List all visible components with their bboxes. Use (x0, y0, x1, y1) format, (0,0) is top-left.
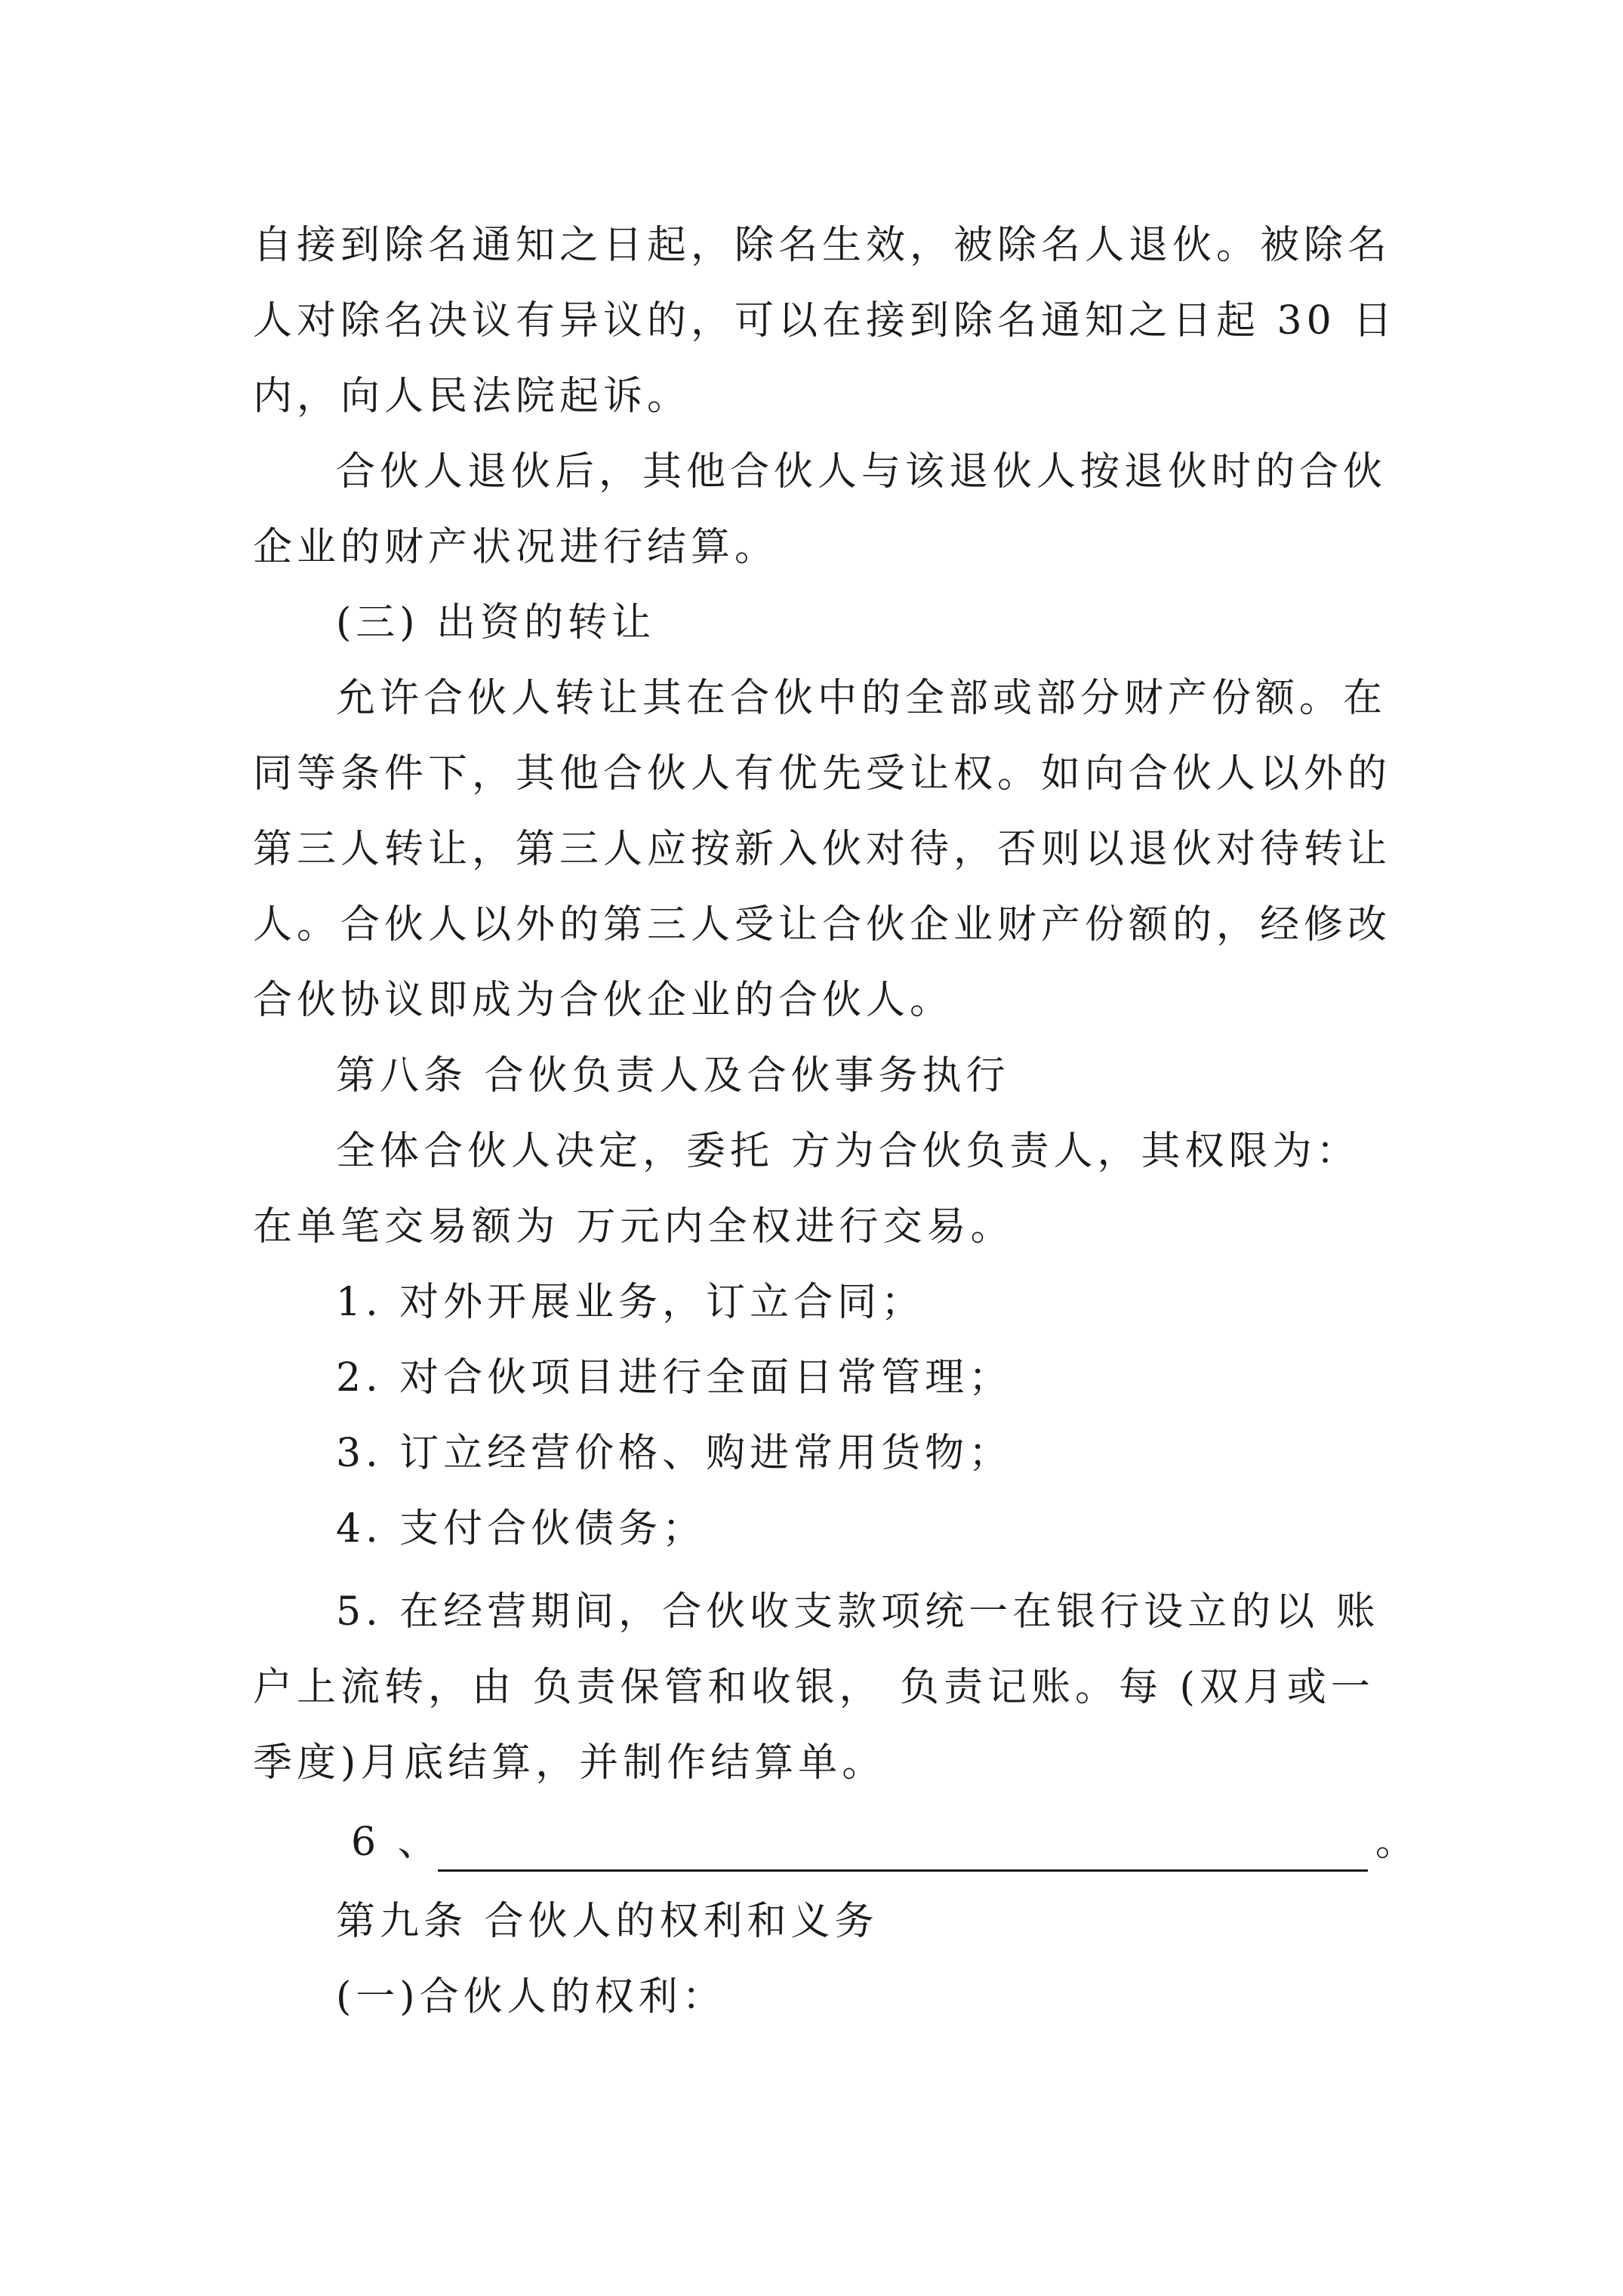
paragraph-line: 季度)月底结算，并制作结算单。 (253, 1740, 886, 1786)
list-item: 5. 在经营期间，合伙收支款项统一在银行设立的以 账 (336, 1589, 1380, 1635)
list-item: 2. 对合伙项目进行全面日常管理； (336, 1355, 1013, 1401)
paragraph-line: 同等条件下，其他合伙人有优先受让权。如向合伙人以外的 (253, 751, 1392, 797)
section-heading: (三) 出资的转让 (336, 600, 656, 646)
article-heading: 第九条 合伙人的权利和义务 (336, 1899, 879, 1944)
section-heading: (一)合伙人的权利： (336, 1974, 726, 2020)
paragraph-line: 内，向人民法院起诉。 (253, 374, 691, 419)
paragraph-line: 企业的财产状况进行结算。 (253, 525, 779, 570)
paragraph-line: 合伙协议即成为合伙企业的合伙人。 (253, 978, 954, 1023)
paragraph-line: 人。合伙人以外的第三人受让合伙企业财产份额的，经修改 (253, 902, 1392, 948)
paragraph-line: 户上流转，由 负责保管和收银， 负责记账。每 (双月或一 (253, 1665, 1375, 1710)
list-item: 3. 订立经营价格、购进常用货物； (336, 1431, 1013, 1476)
paragraph-line: 在单笔交易额为 万元内全权进行交易。 (253, 1204, 1015, 1250)
paragraph-line: 合伙人退伙后，其他合伙人与该退伙人按退伙时的合伙 (336, 449, 1387, 495)
list-item-number: 6 、 (351, 1820, 442, 1865)
article-heading: 第八条 合伙负责人及合伙事务执行 (336, 1053, 1010, 1099)
paragraph-line: 自接到除名通知之日起，除名生效，被除名人退伙。被除名 (253, 223, 1392, 268)
list-item-end-mark: 。 (1375, 1820, 1415, 1865)
list-item: 4. 支付合伙债务； (336, 1506, 707, 1552)
paragraph-line: 人对除名决议有异议的，可以在接到除名通知之日起 30 日 (253, 298, 1397, 344)
paragraph-line: 第三人转让，第三人应按新入伙对待，否则以退伙对待转让 (253, 827, 1392, 872)
paragraph-line: 全体合伙人决定，委托 方为合伙负责人，其权限为： (336, 1129, 1360, 1174)
list-item: 1. 对外开展业务，订立合同； (336, 1280, 925, 1325)
fill-in-blank (438, 1869, 1368, 1872)
paragraph-line: 允许合伙人转让其在合伙中的全部或部分财产份额。在 (336, 676, 1387, 721)
